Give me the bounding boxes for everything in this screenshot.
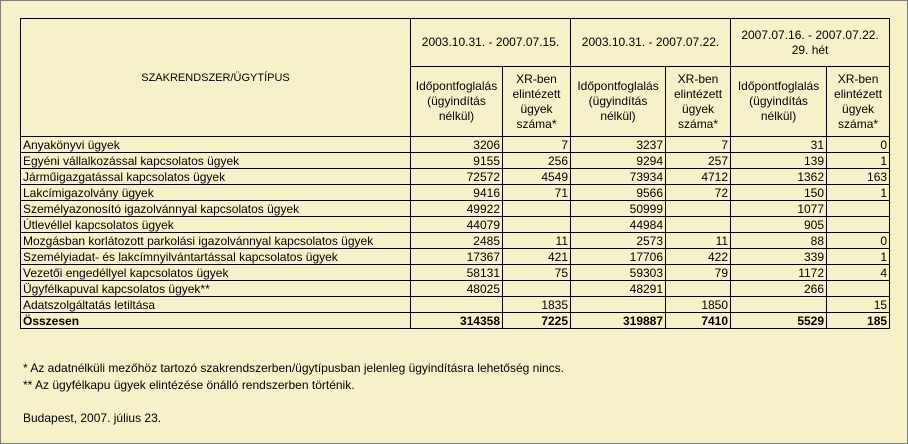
value-cell: 88 bbox=[731, 233, 827, 249]
total-value: 7410 bbox=[666, 313, 731, 329]
value-cell: 17706 bbox=[571, 249, 666, 265]
value-cell: 421 bbox=[503, 249, 571, 265]
value-cell bbox=[503, 201, 571, 217]
value-cell: 1 bbox=[827, 185, 890, 201]
value-cell: 9294 bbox=[571, 153, 666, 169]
value-cell: 257 bbox=[666, 153, 731, 169]
period-3-week: 29. hét bbox=[791, 42, 829, 57]
period-header-3 bbox=[731, 19, 890, 67]
row-category: Egyéni vállalkozással kapcsolatos ügyek bbox=[21, 153, 411, 169]
value-cell bbox=[827, 217, 890, 233]
value-cell: 48025 bbox=[411, 281, 503, 297]
value-cell: 1172 bbox=[731, 265, 827, 281]
completed-header-3: XR-ben elintézett ügyek száma* bbox=[827, 67, 890, 137]
total-value: 7225 bbox=[503, 313, 571, 329]
value-cell: 11 bbox=[666, 233, 731, 249]
value-cell: 4 bbox=[827, 265, 890, 281]
value-cell: 4712 bbox=[666, 169, 731, 185]
value-cell: 1362 bbox=[731, 169, 827, 185]
value-cell: 2485 bbox=[411, 233, 503, 249]
table-row bbox=[21, 201, 890, 217]
value-cell: 15 bbox=[827, 297, 890, 313]
value-cell: 7 bbox=[666, 137, 731, 153]
value-cell bbox=[503, 281, 571, 297]
value-cell: 73934 bbox=[571, 169, 666, 185]
value-cell: 50999 bbox=[571, 201, 666, 217]
row-category: Lakcímigazolvány ügyek bbox=[21, 185, 411, 201]
value-cell bbox=[827, 201, 890, 217]
category-header: SZAKRENDSZER/ÜGYTÍPUS bbox=[21, 19, 411, 137]
row-category: Anyakönyvi ügyek bbox=[21, 137, 411, 153]
value-cell: 71 bbox=[503, 185, 571, 201]
total-value: 5529 bbox=[731, 313, 827, 329]
total-label: Összesen bbox=[21, 313, 411, 329]
value-cell: 17367 bbox=[411, 249, 503, 265]
row-category: Vezetői engedéllyel kapcsolatos ügyek bbox=[21, 265, 411, 281]
period-3-label: 2007.07.16. - 2007.07.22. bbox=[741, 27, 879, 42]
total-value: 314358 bbox=[411, 313, 503, 329]
row-category: Adatszolgáltatás letiltása bbox=[21, 297, 411, 313]
value-cell: 422 bbox=[666, 249, 731, 265]
table-row bbox=[21, 249, 890, 265]
value-cell bbox=[666, 281, 731, 297]
row-category: Járműigazgatással kapcsolatos ügyek bbox=[21, 169, 411, 185]
value-cell: 79 bbox=[666, 265, 731, 281]
appointment-header-2: Időpontfoglalás (ügyindítás nélkül) bbox=[571, 67, 666, 137]
place-date: Budapest, 2007. július 23. bbox=[23, 411, 162, 425]
value-cell: 3237 bbox=[571, 137, 666, 153]
value-cell: 72 bbox=[666, 185, 731, 201]
value-cell bbox=[731, 297, 827, 313]
table-row bbox=[21, 185, 890, 201]
value-cell bbox=[411, 297, 503, 313]
value-cell: 49922 bbox=[411, 201, 503, 217]
value-cell: 31 bbox=[731, 137, 827, 153]
value-cell: 905 bbox=[731, 217, 827, 233]
row-category: Mozgásban korlátozott parkolási igazolvánnyal kapcsolatos ügyek bbox=[21, 233, 411, 249]
value-cell: 44984 bbox=[571, 217, 666, 233]
footnote-2: ** Az ügyfélkapu ügyek elintézése önálló rendszerben történik. bbox=[23, 378, 355, 392]
value-cell: 4549 bbox=[503, 169, 571, 185]
value-cell: 59303 bbox=[571, 265, 666, 281]
table-row bbox=[21, 281, 890, 297]
value-cell: 72572 bbox=[411, 169, 503, 185]
value-cell: 11 bbox=[503, 233, 571, 249]
value-cell: 150 bbox=[731, 185, 827, 201]
period-header-2 bbox=[571, 19, 731, 67]
value-cell bbox=[827, 281, 890, 297]
value-cell bbox=[666, 201, 731, 217]
row-category: Személyazonosító igazolvánnyal kapcsolatos ügyek bbox=[21, 201, 411, 217]
value-cell: 139 bbox=[731, 153, 827, 169]
value-cell: 339 bbox=[731, 249, 827, 265]
value-cell bbox=[503, 217, 571, 233]
value-cell: 1077 bbox=[731, 201, 827, 217]
period-header-1 bbox=[411, 19, 571, 67]
table-row bbox=[21, 217, 890, 233]
row-category: Ügyfélkapuval kapcsolatos ügyek** bbox=[21, 281, 411, 297]
value-cell: 266 bbox=[731, 281, 827, 297]
table-row bbox=[21, 297, 890, 313]
value-cell: 1835 bbox=[503, 297, 571, 313]
value-cell: 2573 bbox=[571, 233, 666, 249]
value-cell bbox=[571, 297, 666, 313]
total-row bbox=[21, 313, 890, 329]
total-value: 185 bbox=[827, 313, 890, 329]
appointment-header-3: Időpontfoglalás (ügyindítás nélkül) bbox=[731, 67, 827, 137]
row-category: Útlevéllel kapcsolatos ügyek bbox=[21, 217, 411, 233]
completed-header-1: XR-ben elintézett ügyek száma* bbox=[503, 67, 571, 137]
value-cell: 7 bbox=[503, 137, 571, 153]
row-category: Személyiadat- és lakcímnyilvántartással kapcsolatos ügyek bbox=[21, 249, 411, 265]
value-cell: 256 bbox=[503, 153, 571, 169]
value-cell: 1 bbox=[827, 153, 890, 169]
table-row bbox=[21, 169, 890, 185]
value-cell: 9566 bbox=[571, 185, 666, 201]
value-cell: 0 bbox=[827, 233, 890, 249]
value-cell: 1 bbox=[827, 249, 890, 265]
table-row bbox=[21, 233, 890, 249]
period-1-label: 2003.10.31. - 2007.07.15. bbox=[421, 35, 560, 49]
value-cell: 75 bbox=[503, 265, 571, 281]
table-row bbox=[21, 153, 890, 169]
period-2-label: 2003.10.31. - 2007.07.22. bbox=[581, 35, 720, 49]
value-cell: 1850 bbox=[666, 297, 731, 313]
value-cell: 58131 bbox=[411, 265, 503, 281]
value-cell: 3206 bbox=[411, 137, 503, 153]
value-cell: 44079 bbox=[411, 217, 503, 233]
value-cell: 48291 bbox=[571, 281, 666, 297]
value-cell: 0 bbox=[827, 137, 890, 153]
table-row bbox=[21, 137, 890, 153]
value-cell: 9416 bbox=[411, 185, 503, 201]
total-value: 319887 bbox=[571, 313, 666, 329]
table-row bbox=[21, 265, 890, 281]
value-cell: 163 bbox=[827, 169, 890, 185]
value-cell: 9155 bbox=[411, 153, 503, 169]
appointment-header-1: Időpontfoglalás (ügyindítás nélkül) bbox=[411, 67, 503, 137]
value-cell bbox=[666, 217, 731, 233]
statistics-table bbox=[20, 18, 890, 329]
footnote-1: * Az adatnélküli mezőhöz tartozó szakrendszerben/ügytípusban jelenleg ügyindításra lehetőség nincs. bbox=[23, 361, 565, 375]
completed-header-2: XR-ben elintézett ügyek száma* bbox=[666, 67, 731, 137]
